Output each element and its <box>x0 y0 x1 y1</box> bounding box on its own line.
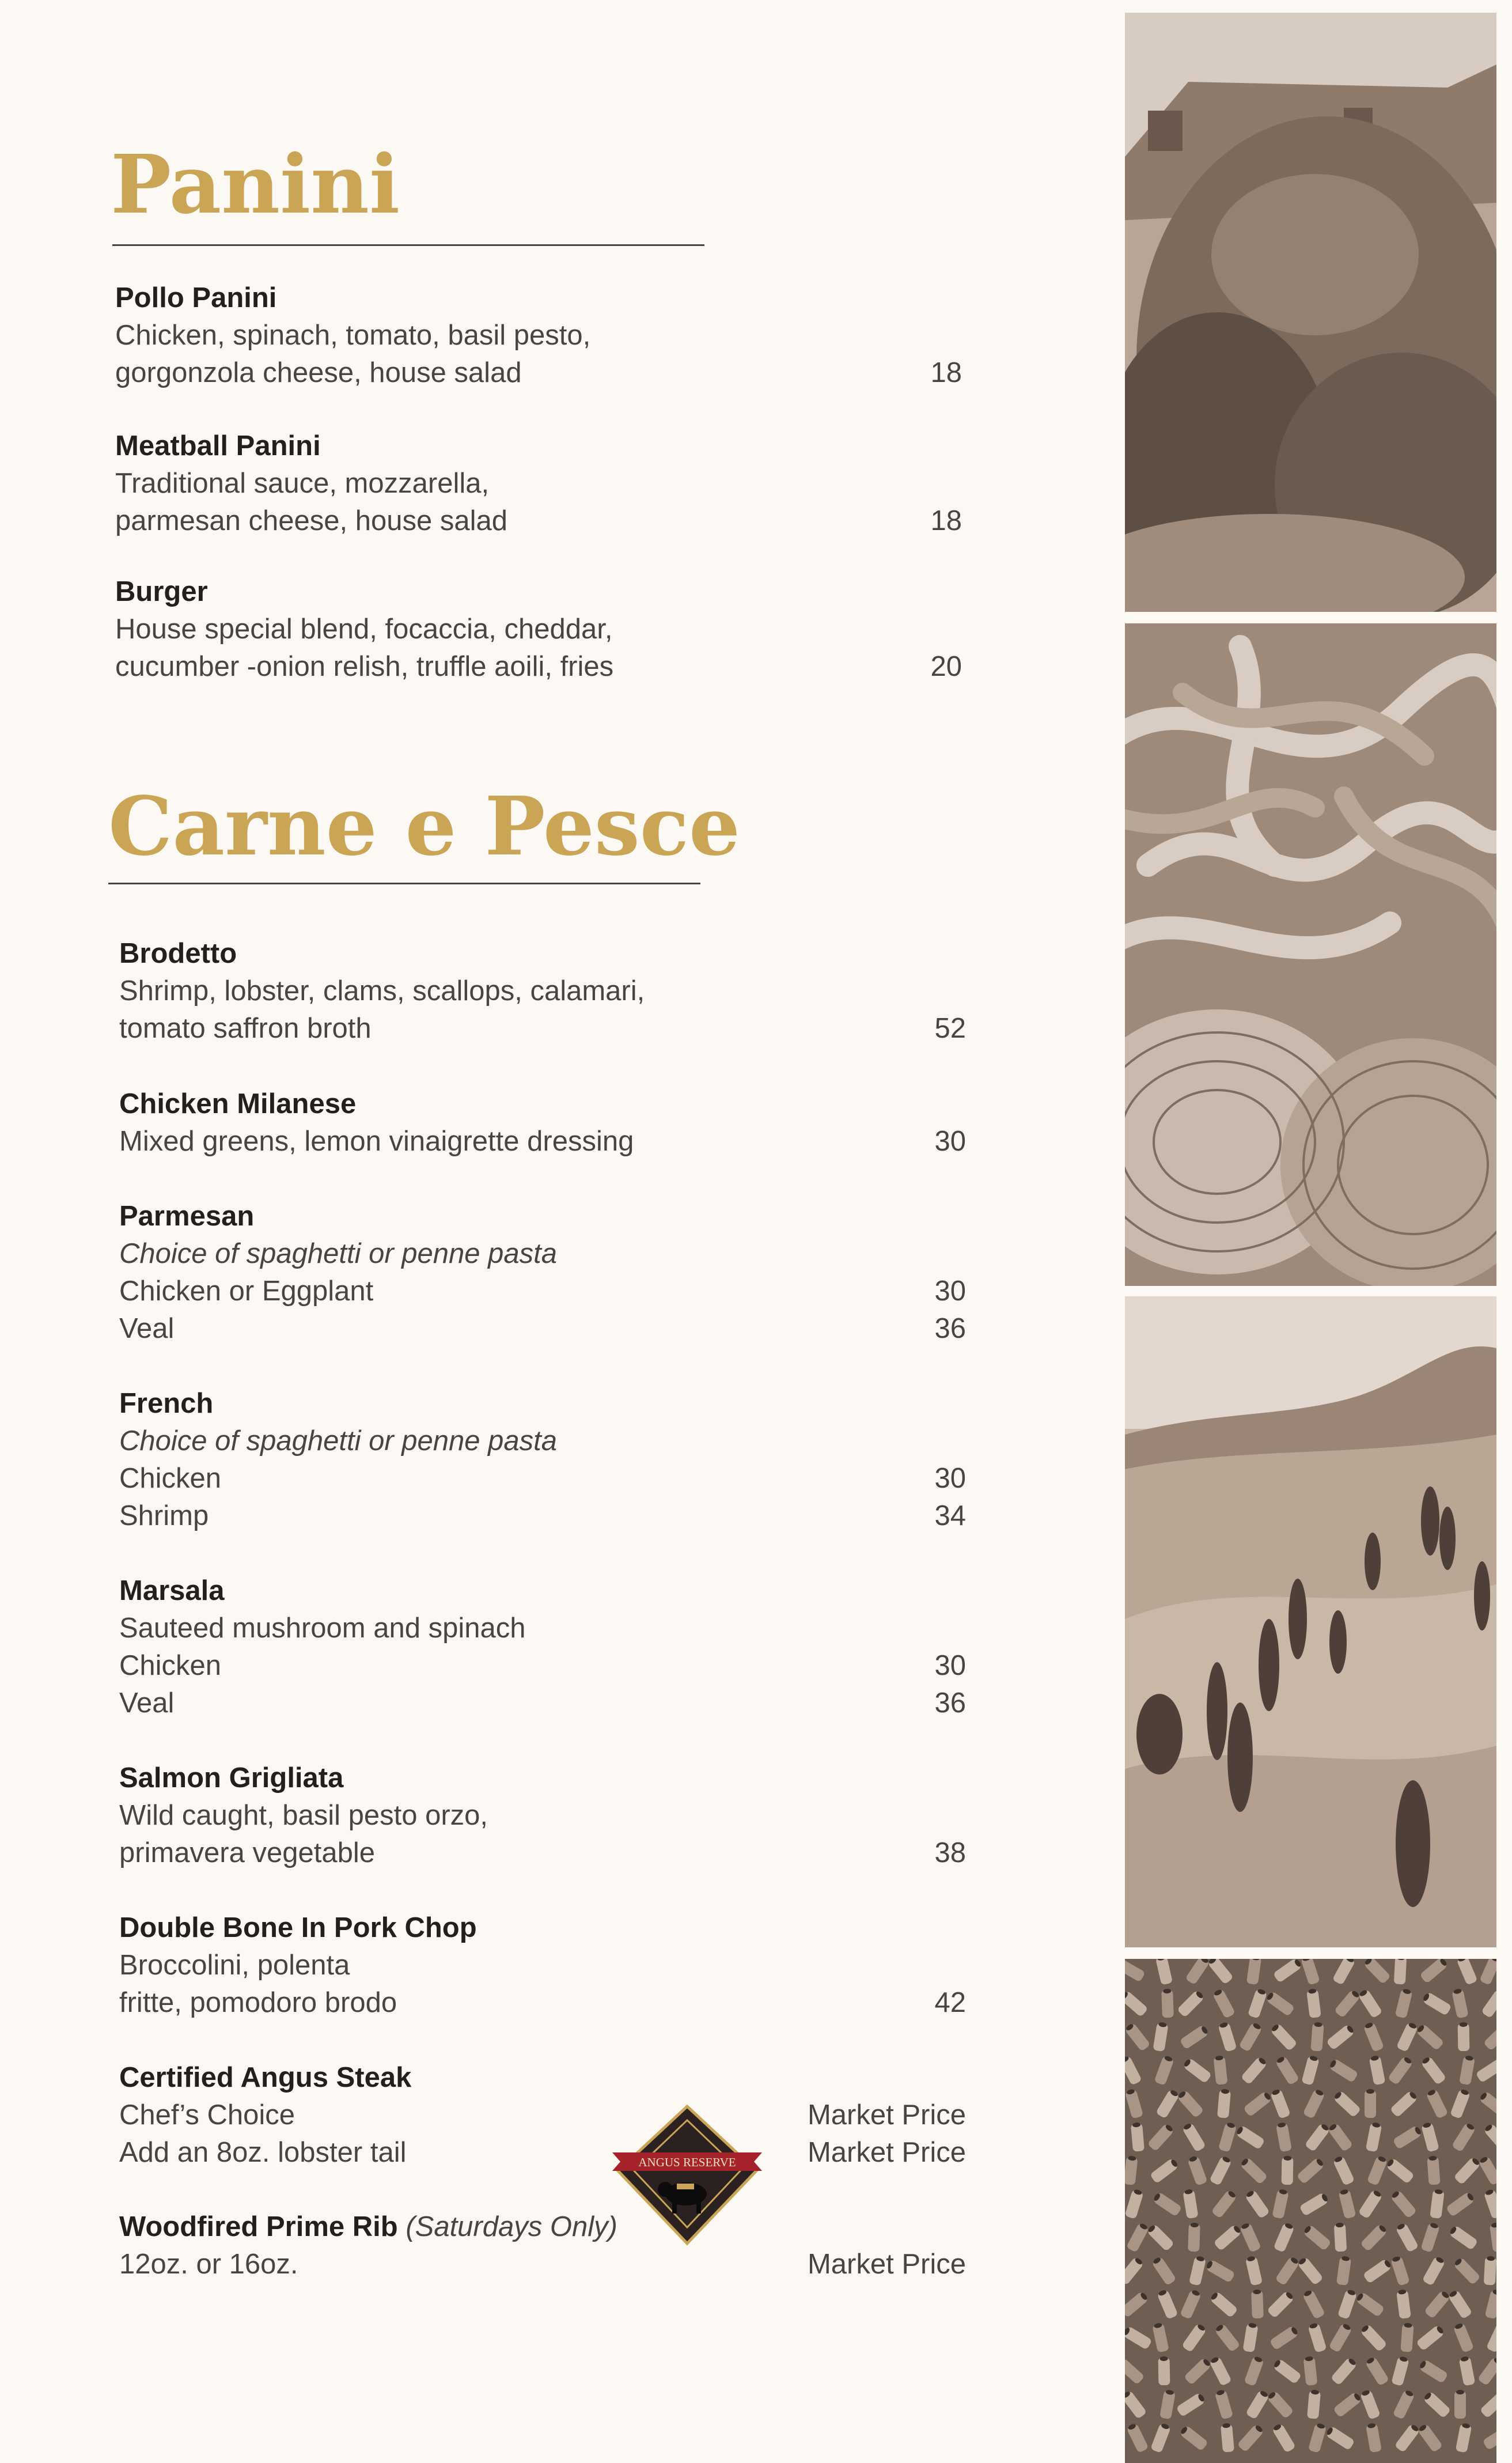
item-price: 30 <box>934 1126 966 1157</box>
menu-item-chicken-milanese <box>119 1085 966 1160</box>
option-label: Add an 8oz. lobster tail <box>119 2137 407 2168</box>
item-description: Shrimp, lobster, clams, scallops, calamari, <box>119 975 645 1007</box>
option-label: Chef’s Choice <box>119 2099 295 2131</box>
option-price: 36 <box>934 1688 966 1719</box>
item-price: 18 <box>930 505 962 536</box>
item-name: Burger <box>115 576 208 607</box>
item-name: Woodfired Prime Rib <box>119 2211 398 2242</box>
item-description: Broccolini, polenta <box>119 1950 350 1981</box>
item-name: French <box>119 1388 214 1419</box>
item-description: cucumber -onion relish, truffle aoili, fries <box>115 651 614 682</box>
item-description: tomato saffron broth <box>119 1013 372 1044</box>
option-label: Veal <box>119 1313 175 1344</box>
item-description: Sauteed mushroom and spinach <box>119 1613 526 1644</box>
menu-item-pork-chop <box>119 1909 966 2022</box>
option-price: Market Price <box>807 2137 966 2168</box>
option-price: Market Price <box>807 2249 966 2280</box>
item-price: 20 <box>930 651 962 682</box>
option-price: 30 <box>934 1650 966 1681</box>
item-name: Pollo Panini <box>115 282 277 313</box>
item-name: Brodetto <box>119 938 237 969</box>
menu-item-pollo-panini <box>115 279 962 392</box>
item-description: Chicken, spinach, tomato, basil pesto, <box>115 320 591 351</box>
item-description: Mixed greens, lemon vinaigrette dressing <box>119 1126 634 1157</box>
menu-item-prime-rib <box>119 2208 966 2283</box>
option-label: Shrimp <box>119 1500 209 1531</box>
item-name: Certified Angus Steak <box>119 2062 412 2093</box>
item-description: fritte, pomodoro brodo <box>119 1987 397 2018</box>
item-name: Marsala <box>119 1575 225 1606</box>
item-name: Chicken Milanese <box>119 1088 357 1119</box>
option-price: 34 <box>934 1500 966 1531</box>
menu-item-marsala <box>119 1572 966 1722</box>
option-label: Veal <box>119 1688 175 1719</box>
item-price: 38 <box>934 1837 966 1868</box>
menu-item-angus-steak <box>119 2059 966 2171</box>
item-name: Parmesan <box>119 1201 255 1232</box>
item-price: 52 <box>934 1013 966 1044</box>
item-description: Traditional sauce, mozzarella, <box>115 468 490 499</box>
item-note: Choice of spaghetti or penne pasta <box>119 1425 558 1456</box>
item-availability-note: (Saturdays Only) <box>406 2211 617 2242</box>
photo-villa <box>1125 13 1496 612</box>
menu-item-burger <box>115 573 962 686</box>
item-price: 42 <box>934 1987 966 2018</box>
carne-divider <box>108 883 700 884</box>
menu-item-salmon-grigliata <box>119 1760 966 1872</box>
angus-reserve-logo <box>612 2103 762 2247</box>
menu-item-parmesan <box>119 1198 966 1348</box>
option-price: 36 <box>934 1313 966 1344</box>
menu-item-french <box>119 1385 966 1535</box>
item-note: Choice of spaghetti or penne pasta <box>119 1238 558 1269</box>
logo-text: ANGUS RESERVE <box>638 2155 736 2169</box>
option-label: Chicken <box>119 1463 222 1494</box>
angus-logo-icon <box>612 2103 762 2247</box>
item-description: gorgonzola cheese, house salad <box>115 357 522 388</box>
photo-pasta-nests <box>1125 623 1496 1286</box>
option-price: Market Price <box>807 2099 966 2131</box>
menu-item-brodetto <box>119 935 966 1047</box>
panini-heading: Panini <box>111 138 400 232</box>
option-label: Chicken <box>119 1650 222 1681</box>
item-description: House special blend, focaccia, cheddar, <box>115 614 613 645</box>
carne-e-pesce-heading: Carne e Pesce <box>108 780 741 874</box>
item-name: Salmon Grigliata <box>119 1762 344 1794</box>
item-name: Meatball Panini <box>115 430 321 461</box>
item-name: Double Bone In Pork Chop <box>119 1912 477 1943</box>
photo-tuscany <box>1125 1296 1496 1947</box>
item-description: parmesan cheese, house salad <box>115 505 507 536</box>
option-price: 30 <box>934 1276 966 1307</box>
item-description: Wild caught, basil pesto orzo, <box>119 1800 488 1831</box>
option-price: 30 <box>934 1463 966 1494</box>
item-price: 18 <box>930 357 962 388</box>
menu-item-meatball-panini <box>115 427 962 540</box>
item-description: primavera vegetable <box>119 1837 375 1868</box>
photo-penne <box>1125 1959 1496 2463</box>
option-label: Chicken or Eggplant <box>119 1276 374 1307</box>
panini-divider <box>112 244 704 246</box>
option-label: 12oz. or 16oz. <box>119 2249 298 2280</box>
